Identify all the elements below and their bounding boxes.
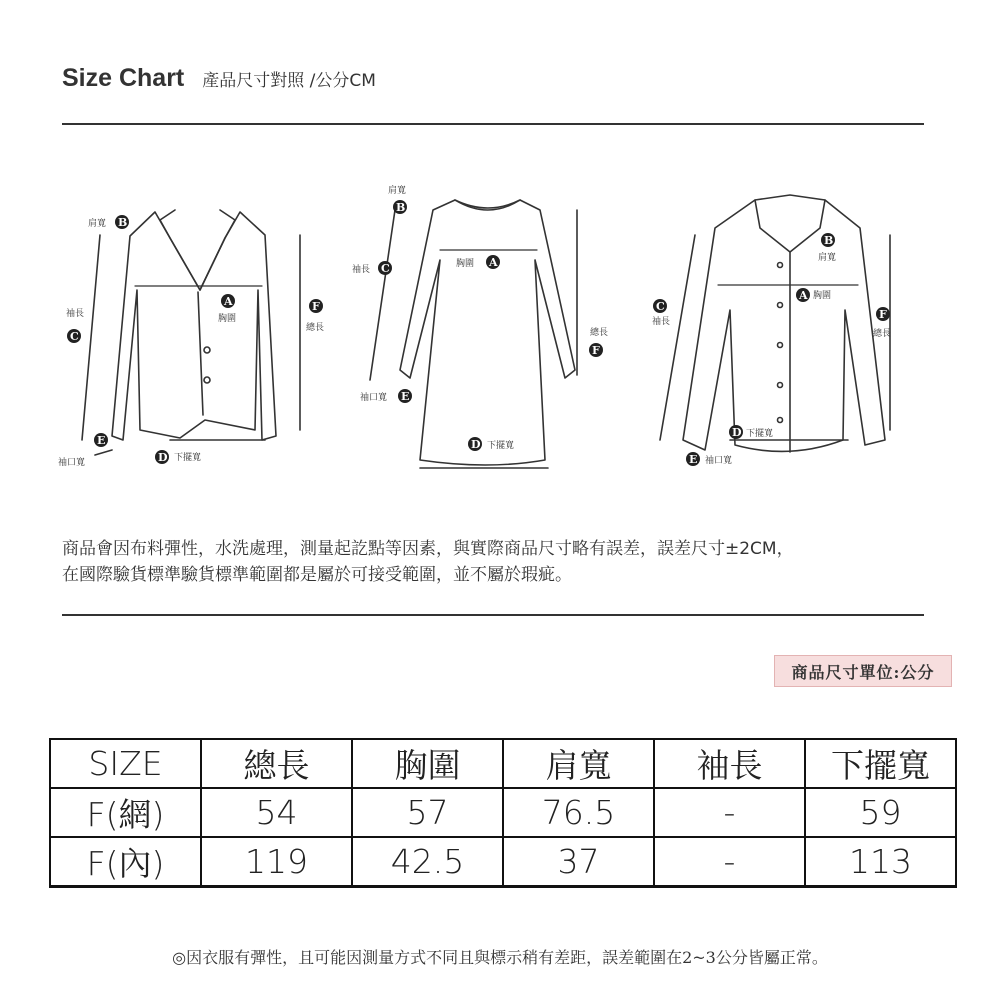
svg-text:肩寬: 肩寬 bbox=[88, 219, 107, 229]
svg-text:C: C bbox=[381, 262, 390, 275]
table-cell: 54 bbox=[201, 788, 352, 837]
svg-text:C: C bbox=[70, 330, 79, 343]
svg-text:下擺寬: 下擺寬 bbox=[174, 453, 202, 463]
svg-text:F: F bbox=[592, 344, 600, 357]
table-row bbox=[50, 788, 956, 837]
jacket-illustration bbox=[82, 210, 300, 455]
svg-text:B: B bbox=[396, 201, 406, 214]
header-cell: 胸圍 bbox=[352, 739, 503, 788]
svg-text:總長: 總長 bbox=[306, 323, 325, 333]
svg-text:總長: 總長 bbox=[873, 329, 892, 339]
svg-text:袖長: 袖長 bbox=[352, 265, 371, 275]
svg-text:袖口寬: 袖口寬 bbox=[360, 393, 388, 403]
notice-line-1: 商品會因布料彈性，水洗處理，測量起訖點等因素，與實際商品尺寸略有誤差，誤差尺寸±2CM， bbox=[62, 539, 794, 559]
svg-text:肩寬: 肩寬 bbox=[388, 186, 407, 196]
table-row bbox=[50, 837, 956, 887]
table-header-row bbox=[50, 739, 956, 788]
svg-text:B: B bbox=[824, 234, 834, 247]
svg-text:D: D bbox=[158, 451, 168, 464]
header-cell: 下擺寬 bbox=[805, 739, 956, 788]
dress-labels bbox=[352, 184, 608, 451]
svg-text:胸圍: 胸圍 bbox=[456, 259, 475, 269]
notice-line-2: 在國際驗貨標準驗貨標準範圍都是屬於可接受範圍，並不屬於瑕疵。 bbox=[62, 565, 572, 585]
shirt-illustration bbox=[660, 195, 890, 452]
footer-note: ◎因衣服有彈性，且可能因測量方式不同且與標示稍有差距，誤差範圍在2~3公分皆屬正常。 bbox=[172, 948, 828, 967]
table-cell: F(網) bbox=[50, 788, 201, 837]
dress-illustration bbox=[370, 200, 577, 468]
table-cell: 113 bbox=[805, 837, 956, 887]
table-cell: 42.5 bbox=[352, 837, 503, 887]
svg-text:袖長: 袖長 bbox=[66, 309, 85, 319]
svg-text:E: E bbox=[401, 390, 410, 403]
svg-text:F: F bbox=[879, 308, 887, 321]
svg-text:F: F bbox=[312, 300, 320, 313]
header-cell: 總長 bbox=[201, 739, 352, 788]
unit-label: 商品尺寸單位:公分 bbox=[774, 655, 952, 687]
header-cell: 肩寬 bbox=[503, 739, 654, 788]
table-cell: - bbox=[654, 837, 805, 887]
top-divider bbox=[62, 123, 924, 125]
table-cell: 37 bbox=[503, 837, 654, 887]
svg-text:袖長: 袖長 bbox=[652, 317, 671, 327]
measurement-notice bbox=[62, 536, 992, 588]
table-cell: 119 bbox=[201, 837, 352, 887]
svg-text:下擺寬: 下擺寬 bbox=[746, 429, 774, 439]
svg-text:E: E bbox=[97, 434, 106, 447]
svg-text:D: D bbox=[471, 438, 481, 451]
svg-text:A: A bbox=[489, 256, 498, 269]
table-cell: 59 bbox=[805, 788, 956, 837]
svg-text:下擺寬: 下擺寬 bbox=[487, 441, 515, 451]
table-cell: 57 bbox=[352, 788, 503, 837]
svg-text:胸圍: 胸圍 bbox=[813, 291, 832, 301]
svg-text:袖口寬: 袖口寬 bbox=[58, 458, 86, 468]
header-cell: SIZE bbox=[50, 739, 201, 788]
svg-text:D: D bbox=[732, 426, 742, 439]
svg-text:E: E bbox=[689, 453, 698, 466]
shirt-labels bbox=[652, 233, 891, 466]
garment-diagrams bbox=[0, 140, 1000, 480]
svg-text:C: C bbox=[656, 300, 665, 313]
svg-text:A: A bbox=[799, 289, 808, 302]
title-en: Size Chart bbox=[62, 64, 185, 92]
svg-text:肩寬: 肩寬 bbox=[818, 253, 837, 263]
svg-text:B: B bbox=[118, 216, 128, 229]
table-cell: 76.5 bbox=[503, 788, 654, 837]
header-cell: 袖長 bbox=[654, 739, 805, 788]
svg-text:總長: 總長 bbox=[590, 328, 609, 338]
title-subtitle: 產品尺寸對照 /公分CM bbox=[202, 71, 376, 91]
svg-text:A: A bbox=[224, 295, 233, 308]
table-cell: - bbox=[654, 788, 805, 837]
svg-text:袖口寬: 袖口寬 bbox=[705, 456, 733, 466]
middle-divider bbox=[62, 614, 924, 616]
page-title bbox=[62, 64, 376, 93]
svg-text:胸圍: 胸圍 bbox=[218, 314, 237, 324]
size-table bbox=[49, 738, 957, 888]
table-cell: F(內) bbox=[50, 837, 201, 887]
